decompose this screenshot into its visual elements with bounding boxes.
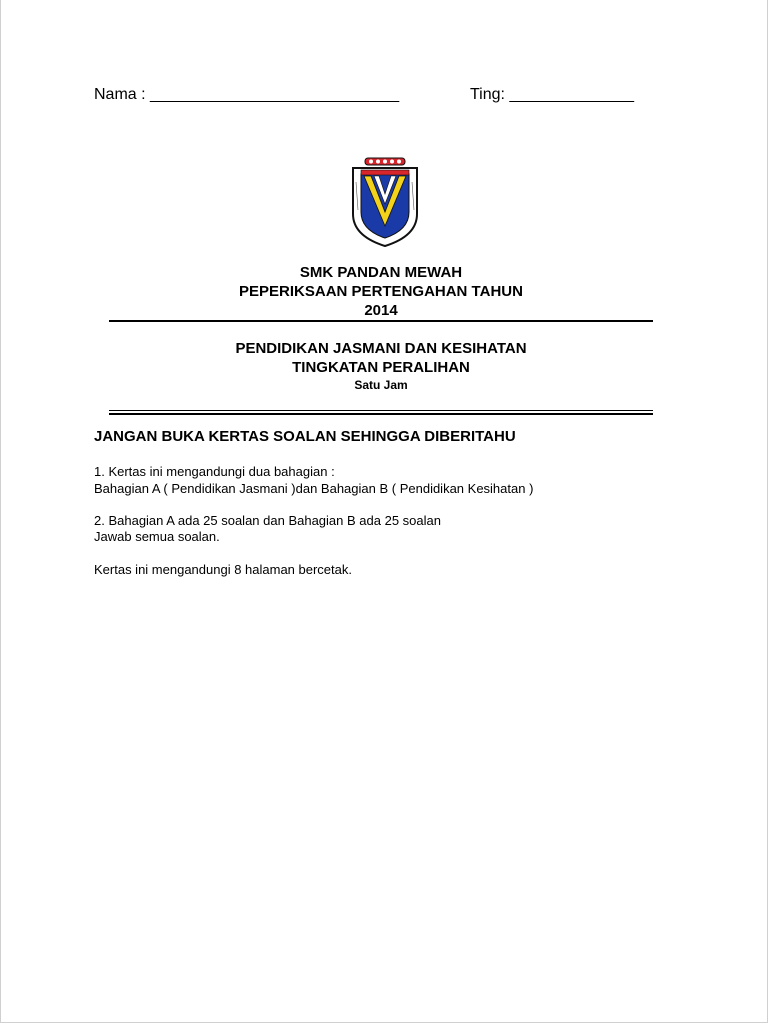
name-label: Nama : <box>94 86 146 103</box>
double-divider-bottom <box>109 413 653 415</box>
exam-title: PEPERIKSAAN PERTENGAHAN TAHUN <box>239 283 523 300</box>
form-level-field <box>470 86 634 104</box>
exam-duration: Satu Jam <box>354 378 408 392</box>
name-blank: ____________________________ <box>150 86 400 103</box>
instruction-1-line-2: Bahagian A ( Pendidikan Jasmani )dan Bahagian B ( Pendidikan Kesihatan ) <box>94 481 534 496</box>
ting-label: Ting: <box>470 86 505 103</box>
page-count-note: Kertas ini mengandungi 8 halaman bercetak. <box>94 562 352 577</box>
do-not-open-warning: JANGAN BUKA KERTAS SOALAN SEHINGGA DIBERITAHU <box>94 428 516 445</box>
double-divider-top <box>109 410 653 411</box>
exam-year: 2014 <box>364 302 398 319</box>
title-divider <box>109 320 653 322</box>
instruction-1-line-1: 1. Kertas ini mengandungi dua bahagian : <box>94 464 335 479</box>
subject-title: PENDIDIKAN JASMANI DAN KESIHATAN <box>235 340 527 357</box>
instruction-2-line-2: Jawab semua soalan. <box>94 529 220 544</box>
level-title: TINGKATAN PERALIHAN <box>292 359 470 376</box>
ting-blank: ______________ <box>509 86 635 103</box>
school-crest-icon <box>347 156 423 248</box>
instruction-2-line-1: 2. Bahagian A ada 25 soalan dan Bahagian B ada 25 soalan <box>94 513 441 528</box>
name-field <box>94 86 399 104</box>
school-name: SMK PANDAN MEWAH <box>299 264 463 281</box>
